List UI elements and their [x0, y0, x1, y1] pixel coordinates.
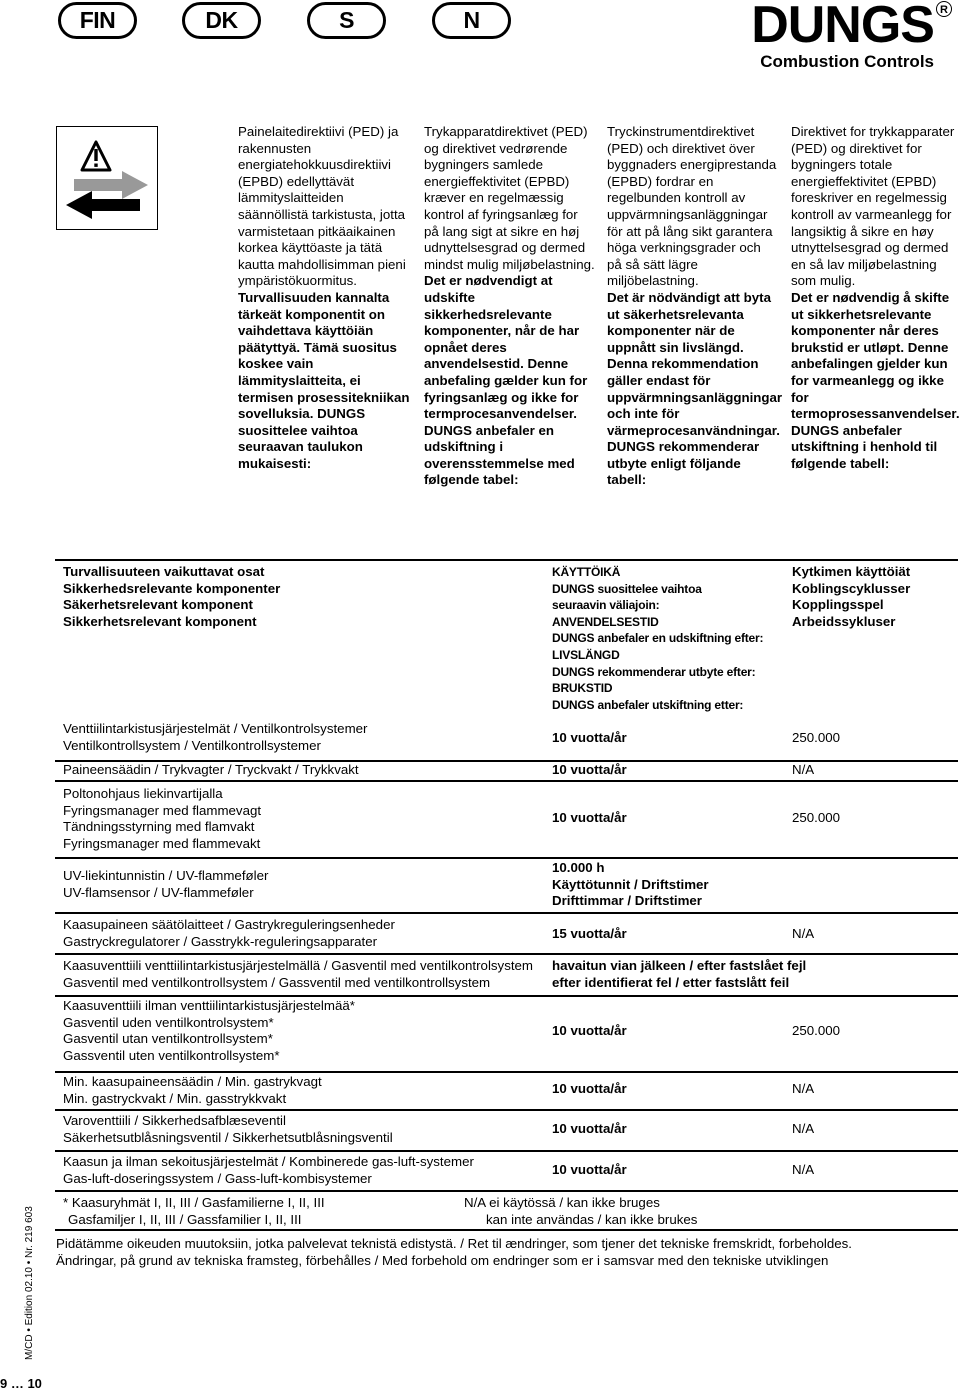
table-rule — [55, 1229, 958, 1231]
page-number: 9 … 10 — [0, 1376, 42, 1391]
table-rule — [55, 559, 958, 561]
row-lifetime: 10 vuotta/år — [552, 1081, 627, 1096]
intro-n-p2: Det er nødvendig å skifte ut sikkerhetsrelevante komponenter når deres brukstid er utløpt. Denne anbefalingen gjelder kun for varmeanlegg og ikke for termoprosessanvendelser. DUNGS anbefaler utskiftning i henhold til følgende tabell: — [791, 289, 960, 471]
lang-tab-dk[interactable]: DK — [182, 2, 261, 39]
row-lifetime: 15 vuotta/år — [552, 926, 627, 941]
header-cycles: Kytkimen käyttöiät Koblingscyklusser Kopplingsspel Arbeidssykluser — [792, 564, 911, 629]
table-rule — [55, 1109, 958, 1111]
document-code: M/CD • Edition 02.10 • Nr. 219 603 — [24, 1206, 35, 1360]
intro-s-p1: Tryckinstrumentdirektivet (PED) och direktivet över byggnaders energiprestanda (EPBD) fordrar en regelbunden kontroll av uppvärmningsanläggningar för att på lång sikt garantera höga verkningsgrader och på så sätt lägre miljöbelastning. — [607, 124, 777, 289]
row-lifetime: 10.000 h Käyttötunnit / Driftstimer Drifttimmar / Driftstimer — [552, 860, 709, 909]
row-lifetime: havaitun vian jälkeen / efter fastslået fejl efter identifierat fel / etter fastslått feil — [552, 958, 807, 990]
row-cycles: 250.000 — [792, 730, 841, 745]
table-row: UV-liekintunnistin / UV-flammeføler UV-flamsensor / UV-flammeføler — [63, 868, 269, 900]
table-rule — [55, 780, 958, 782]
row-cycles: 250.000 — [792, 810, 841, 825]
intro-column-dk — [424, 124, 596, 489]
table-row: Venttiilintarkistusjärjestelmät / Ventilkontrolsystemer Ventilkontrollsystem / Ventilkontrollsystemer — [63, 721, 368, 753]
brand-name: DUNGS — [751, 0, 934, 54]
row-lifetime: 10 vuotta/år — [552, 1162, 627, 1177]
row-cycles: 250.000 — [792, 1023, 841, 1038]
row-cycles: N/A — [792, 1081, 815, 1096]
table-row: Varoventtiili / Sikkerhedsafblæseventil Säkerhetsutblåsningsventil / Sikkerhetsutblåsningsventil — [63, 1113, 393, 1145]
intro-s-p2: Det är nödvändigt att byta ut säkerhetsrelevanta komponenter när de uppnått sin livslängd. Denna rekommendation gäller endast för uppvärmningsanläggningar och inte för värmeprocesanvändningar. DUNGS rekommenderar utbyte enligt följande tabell: — [607, 289, 783, 488]
lang-tab-s[interactable]: S — [307, 2, 386, 39]
registered-mark: R — [936, 1, 952, 17]
table-row: Kaasun ja ilman sekoitusjärjestelmät / Kombinerede gas-luft-systemer Gas-luft-doseringssystem / Gass-luft-kombisystemer — [63, 1154, 474, 1186]
table-rule — [55, 1071, 958, 1073]
row-lifetime: 10 vuotta/år — [552, 810, 627, 825]
table-row: Kaasupaineen säätölaitteet / Gastrykreguleringsenheder Gastryckregulatorer / Gasstrykk-reguleringsapparater — [63, 917, 395, 949]
intro-dk-p2: Det er nødvendigt at udskifte sikkerhedsrelevante komponenter, når de har opnået deres anvendelsestid. Denne anbefaling gælder kun for fyringsanlæg og ikke for termprocesanvendelser. DUNGS anbefaler en udskiftning i overensstemmelse med følgende tabel: — [424, 273, 588, 488]
warning-exchange-icon — [56, 126, 158, 230]
row-lifetime: 10 vuotta/år — [552, 730, 627, 745]
row-cycles: N/A — [792, 1121, 815, 1136]
table-rule — [55, 995, 958, 997]
lang-tab-n[interactable]: N — [432, 2, 511, 39]
intro-fin-p2: Turvallisuuden kannalta tärkeät komponentit on vaihdettava käyttöiän päätyttyä. Tämä suositus koskee vain lämmityslaitteita, ei termisen prosessitekniikan sovelluksia. DUNGS suosittelee vaihtoa seuraavan taulukon mukaisesti: — [238, 289, 410, 471]
table-row: Min. kaasupaineensäädin / Min. gastrykvagt Min. gastryckvakt / Min. gasstrykkvakt — [63, 1074, 322, 1106]
table-row: Poltonohjaus liekinvartijalla Fyringsmanager med flammevagt Tändningsstyrning med flamvakt Fyringsmanager med flammevakt — [63, 786, 262, 851]
footnote-gas-families: * Kaasuryhmät I, II, III / Gasfamilierne I, II, III Gasfamiljer I, II, III / Gassfamilier I, II, III — [63, 1195, 325, 1227]
row-cycles: N/A — [792, 926, 815, 941]
intro-column-n — [791, 124, 960, 472]
brand-logo — [751, 0, 948, 72]
row-cycles: N/A — [792, 1162, 815, 1177]
table-row: Kaasuventtiili ilman venttiilintarkistusjärjestelmää* Gasventil uden ventilkontrolsystem* Gasventil utan ventilkontrollsystem* Gassventil uten ventilkontrollsystem* — [63, 998, 355, 1063]
lang-tab-fin[interactable]: FIN — [58, 2, 137, 39]
table-rule — [55, 857, 958, 859]
row-lifetime: 10 vuotta/år — [552, 1023, 627, 1038]
intro-fin-p1: Painelaitedirektiivi (PED) ja rakennusten energiatehokkuusdirektiivi (EPBD) edellyttävät lämmityslaitteiden säännöllistä tarkistusta, jotta varmistetaan pitkäaikainen korkea käyttöaste ja tätä kautta mahdollisimman pieni ympäristökuormitus. — [238, 124, 406, 289]
row-lifetime: 10 vuotta/år — [552, 762, 627, 777]
table-rule — [55, 953, 958, 955]
disclaimer: Pidätämme oikeuden muutoksiin, jotka palvelevat teknistä edistystä. / Ret til ændringer, som tjener det tekniske fremskridt, forbeholdes. Ändringar, på grund av tekniska framsteg, förbehålles / Med forbehold om endringer som er i samsvar med den tekniske utviklingen — [56, 1236, 852, 1268]
table-rule — [55, 1150, 958, 1152]
row-lifetime: 10 vuotta/år — [552, 1121, 627, 1136]
intro-n-p1: Direktivet for trykkapparater (PED) og direktivet for bygningers totale energieffektivitet (EPBD) foreskriver en regelmessig kontroll av varmeanlegg for langsiktig å sikre en høy utnyttelsesgrad og dermed en så lav miljøbelastning som mulig. — [791, 124, 955, 289]
table-rule — [55, 912, 958, 914]
header-component: Turvallisuuteen vaikuttavat osat Sikkerhedsrelevante komponenter Säkerhetsrelevant komponent Sikkerhetsrelevant komponent — [63, 564, 281, 629]
brand-subtitle: Combustion Controls — [760, 52, 934, 71]
intro-dk-p1: Trykapparatdirektivet (PED) og direktivet vedrørende bygningers samlede energieffektivitet (EPBD) kræver en regelmæssig kontrol af fyringsanlæg for på lang sigt at sikre en høj udnyttelsesgrad og dermed mindst mulig miljøbelastning. — [424, 124, 595, 272]
header-lifetime: KÄYTTÖIKÄ DUNGS suosittelee vaihtoa seuraavin väliajoin: ANVENDELSESTID DUNGS anbefaler en udskiftning efter: LIVSLÄNGD DUNGS rekommenderar utbyte efter: BRUKSTID DUNGS anbefaler utskiftning etter: — [552, 565, 764, 712]
footnote-na: N/A ei käytössä / kan ikke bruges kan inte användas / kan ikke brukes — [464, 1195, 698, 1227]
table-row: Kaasuventtiili venttiilintarkistusjärjestelmällä / Gasventil med ventilkontrolsystem Gasventil med ventilkontrollsystem / Gassventil med ventilkontrollsystem — [63, 958, 534, 990]
table-rule — [55, 1190, 958, 1192]
intro-column-s — [607, 124, 783, 489]
intro-column-fin — [238, 124, 410, 472]
table-row: Paineensäädin / Trykvagter / Tryckvakt / Trykkvakt — [63, 762, 359, 777]
row-cycles: N/A — [792, 762, 815, 777]
